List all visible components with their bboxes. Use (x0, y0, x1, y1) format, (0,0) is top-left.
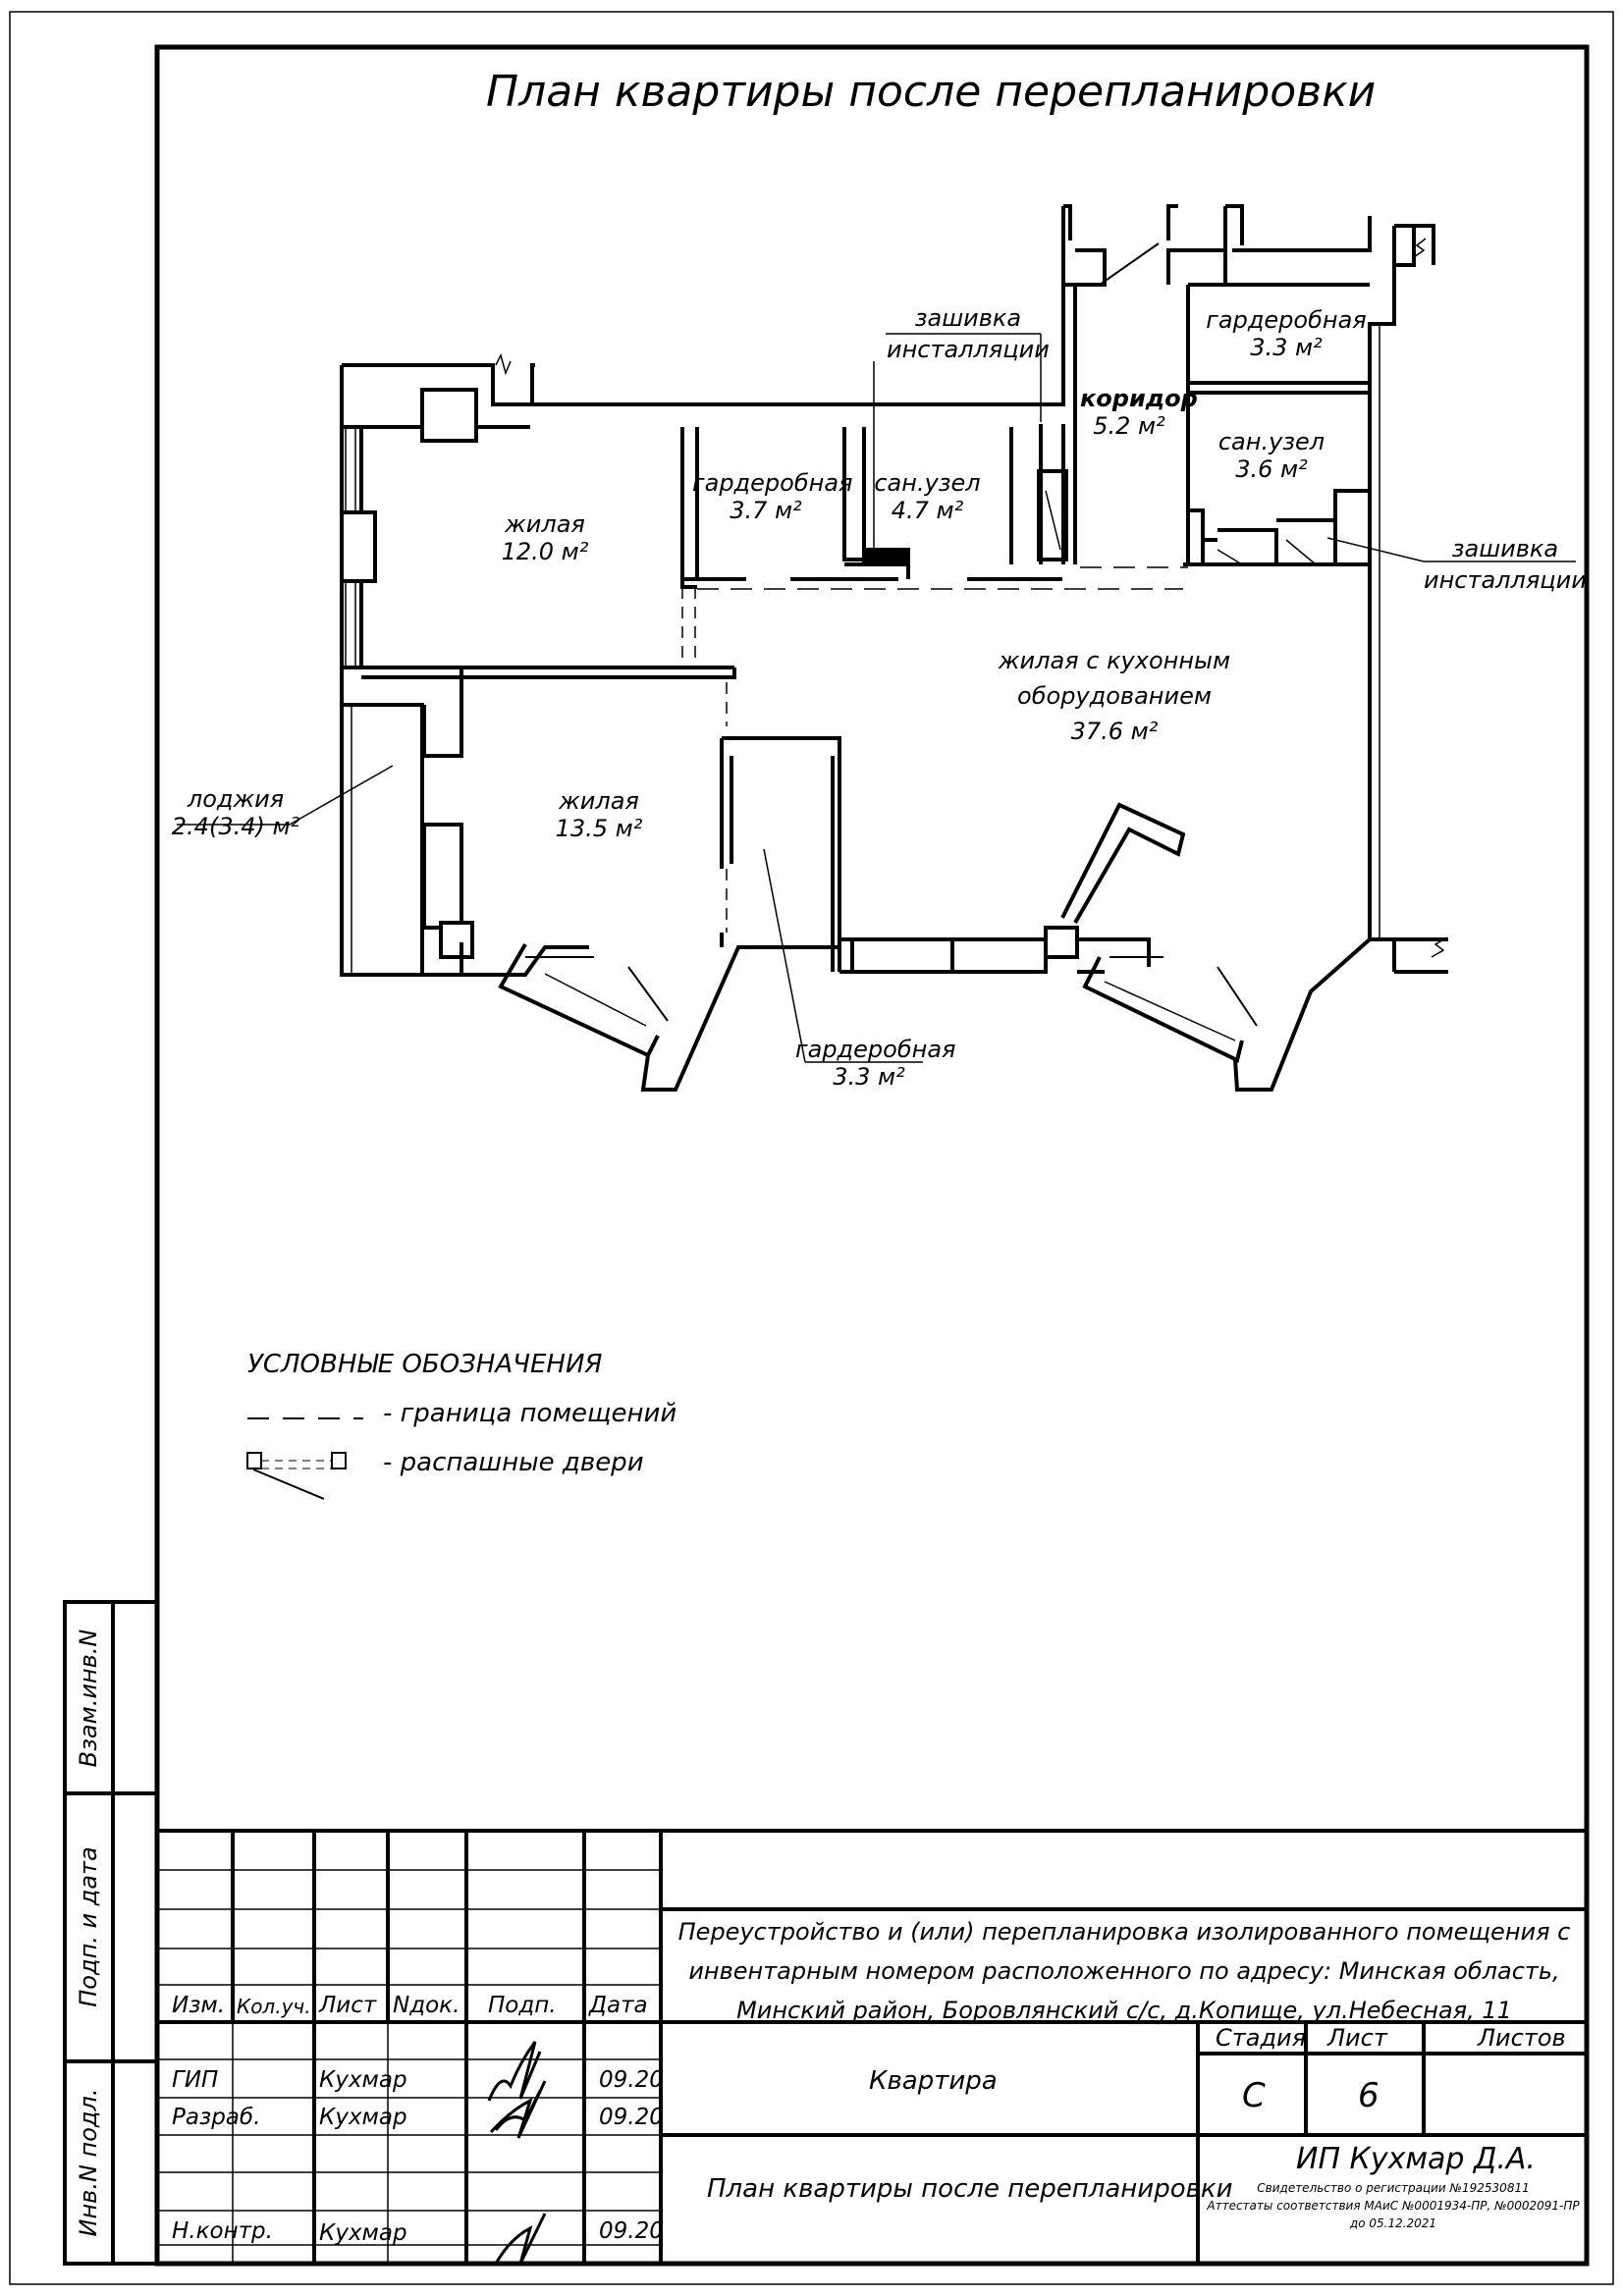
room-label (1080, 385, 1198, 440)
room-name: гардеробная (692, 469, 853, 497)
callout-line: инсталляции (1424, 566, 1587, 594)
stage-label: Стадия (1216, 2024, 1307, 2052)
room-name: жилая с кухонным (998, 647, 1231, 674)
room-label (491, 510, 599, 565)
sheet-value: 6 (1358, 2076, 1380, 2115)
drawing-title: План квартиры после перепланировки (707, 2174, 1233, 2204)
room-label (982, 643, 1247, 749)
date-developer: 09.20 (599, 2105, 664, 2130)
room-area: 13.5 м² (555, 815, 643, 842)
role-gip: ГИП (172, 2067, 219, 2093)
page-title: План квартиры после перепланировки (486, 67, 1377, 117)
room-name: гардеробная (795, 1036, 956, 1063)
room-name: сан.узел (874, 469, 981, 497)
company-detail-line: Свидетельство о регистрации №192530811 (1257, 2181, 1530, 2195)
leader-lines (177, 334, 1576, 1062)
room-label (1208, 428, 1335, 483)
installation-callout-right (1424, 533, 1587, 596)
header-doc-no: Nдок. (393, 1993, 460, 2018)
project-line: инвентарным номером расположенного по адресу: Минская область, (688, 1957, 1560, 1985)
room-name: лоджия (187, 785, 285, 813)
legend-symbols (247, 1418, 363, 1499)
room-name: жилая (559, 787, 639, 815)
project-line: Минский район, Боровлянский с/с, д.Копище, ул.Небесная, 11 (736, 1997, 1512, 2024)
name-developer: Кухмар (319, 2105, 407, 2130)
date-gip: 09.20 (599, 2067, 664, 2093)
room-name: жилая (505, 510, 585, 538)
header-sheet: Лист (319, 1993, 377, 2018)
header-signature: Подп. (488, 1993, 557, 2018)
company-name: ИП Кухмар Д.А. (1296, 2142, 1536, 2176)
room-label (866, 469, 989, 524)
company-detail-line: Аттестаты соответствия МАиС №0001934-ПР, №0002091-ПР (1207, 2199, 1580, 2213)
room-area: 3.3 м² (1250, 334, 1323, 361)
room-area: 37.6 м² (1070, 718, 1159, 745)
legend-title: УСЛОВНЫЕ ОБОЗНАЧЕНИЯ (247, 1350, 603, 1379)
room-label (692, 469, 853, 524)
object-name: Квартира (869, 2066, 998, 2096)
side-stamp-replacement-inv: Взам.инв.N (75, 1629, 102, 1768)
room-name: гардеробная (1206, 306, 1367, 334)
side-stamp-original-inv: Инв.N подл. (75, 2088, 102, 2237)
role-norm-control: Н.контр. (172, 2218, 273, 2244)
signatures (489, 2042, 545, 2264)
callout-line: зашивка (914, 304, 1022, 332)
company-detail-line: до 05.12.2021 (1349, 2216, 1437, 2230)
name-norm-control: Кухмар (319, 2220, 407, 2246)
room-area: 4.7 м² (891, 497, 964, 524)
room-label (545, 787, 653, 842)
header-date: Дата (589, 1993, 648, 2018)
side-stamp-signature-date: Подп. и дата (75, 1846, 102, 2007)
sheet-label: Лист (1327, 2024, 1387, 2052)
header-count: Кол.уч. (237, 1995, 311, 2018)
sheets-label: Листов (1478, 2024, 1566, 2052)
room-area: 5.2 м² (1093, 412, 1165, 440)
room-area: 2.4(3.4) м² (171, 813, 300, 840)
room-area: 3.3 м² (833, 1063, 905, 1091)
installation-callout-top (887, 302, 1050, 365)
header-change: Изм. (172, 1993, 226, 2018)
room-label (1203, 306, 1370, 361)
room-name: коридор (1080, 385, 1198, 412)
callout-line: зашивка (1451, 535, 1559, 562)
stage-value: С (1242, 2076, 1266, 2115)
room-label (162, 785, 309, 840)
room-area: 12.0 м² (501, 538, 589, 565)
company-details (1203, 2179, 1584, 2232)
room-area: 3.7 м² (730, 497, 802, 524)
project-line: Переустройство и (или) перепланировка изолированного помещения с (677, 1918, 1571, 1946)
room-label (795, 1036, 956, 1091)
room-name: сан.узел (1217, 428, 1325, 455)
callout-line: инсталляции (887, 336, 1050, 363)
name-gip: Кухмар (319, 2067, 407, 2093)
room-area: 3.6 м² (1235, 455, 1308, 483)
legend-item-room-boundary: - граница помещений (383, 1399, 677, 1428)
room-name-2: оборудованием (1017, 682, 1212, 710)
project-description (668, 1912, 1581, 2030)
role-developer: Разраб. (172, 2105, 261, 2130)
date-norm-control: 09.20 (599, 2218, 664, 2244)
legend-item-swing-doors: - распашные двери (383, 1448, 644, 1477)
